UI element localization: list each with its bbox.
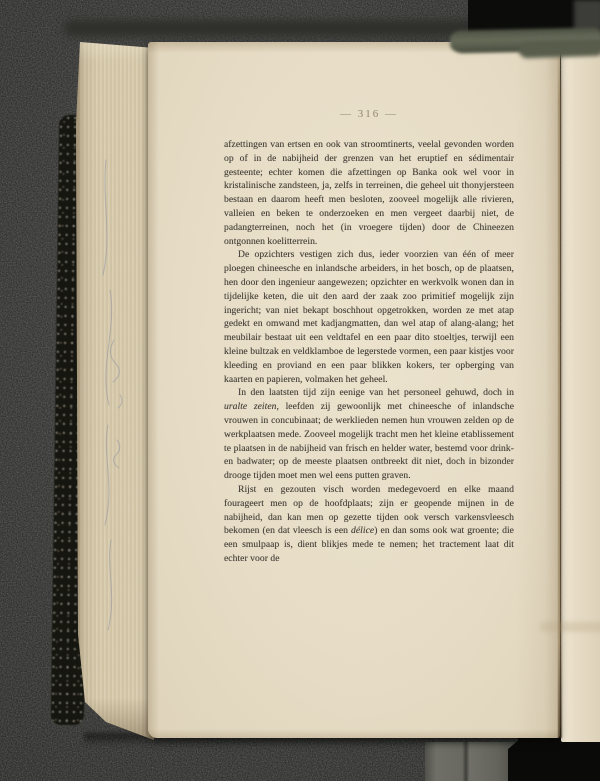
scanner-cradle-panel xyxy=(425,742,518,781)
headband-fuzz-droop xyxy=(519,40,600,59)
page-body xyxy=(224,138,514,566)
page-number-header: — 316 — xyxy=(340,108,398,120)
paragraph: In den laatsten tijd zijn eenige van het personeel gehuwd, doch in uralte zeiten, leefden zij gewoonlijk met chineesche of inlandsche vrouwen in concubinaat; de werklieden nemen hun vrouwen zelden op de werkplaatsen mede. Zooveel mogelijk tracht men het kleine etablissement te plaatsen in de nabijheid van frisch en helder water, bestemd voor drink- en badwater; op de meeste plaatsen ontbreekt dit niet, doch in bizonder drooge tijden moet men wel eens putten graven. xyxy=(224,387,514,482)
paragraph: De opzichters vestigen zich dus, ieder voorzien van één of meer ploegen chineesche en inlandsche arbeiders, in het bosch, op de plaatsen, hen door den ingenieur aangewezen; opzichter en werkvolk wonen dan in tijdelijke keten, die uit den aard der zaak zoo primitief mogelijk zijn ingericht; van niet bekapt boschhout opgetrokken, worden ze met atap gedekt en omwand met kadjangmatten, dan wel atap of alang-alang; het meubilair bestaat uit een veldtafel en een paar dito stoeltjes, terwijl een kleine bultzak en veldklamboe de legerstede vormen, een paar kistjes voor kleeding en proviand en een paar blikken kokers, ter opberging van kaarten en papieren, volmaken het geheel. xyxy=(224,249,514,385)
fore-edge-pencil-marks xyxy=(84,140,146,660)
facing-page-edge xyxy=(561,46,600,742)
book-page xyxy=(148,42,560,738)
background-shelf-edge xyxy=(64,20,494,36)
paragraph: Rijst en gezouten visch worden medegevoerd en elke maand fourageert men op de hoofdplaats; zijn er geopende mijnen in de nabijheid, dan kan men op gezette tijden ook versch varkensvleesch bekomen (en dat vleesch is een délice) en dan soms ook wat groente; die een smulpaap is, dient blikjes mede te nemen; het tractement laat dit echter voor de xyxy=(224,483,514,564)
gutter-crease xyxy=(558,46,562,738)
page-print-area xyxy=(224,108,514,566)
ink-bleed-through-mark xyxy=(540,622,600,632)
paragraph: afzettingen van ertsen en ook van stroomtinerts, veelal gevonden worden op of in de nabijheid der grenzen van het eruptief en sédimentair gesteente; echter komen die afzettingen op Banka ook wel voor in kristalinische zandsteen, ja, zelfs in terreinen, die geheel uit thonyjersteen bestaan en daarom heeft men besloten, zooveel mogelijk alle rivieren, valleien en beken te onderzoeken en men vergeet daarbij niet, de padangterreinen, noch het (in vroegere tijden) door de Chineezen ontgonnen koelitterrein. xyxy=(224,139,514,247)
